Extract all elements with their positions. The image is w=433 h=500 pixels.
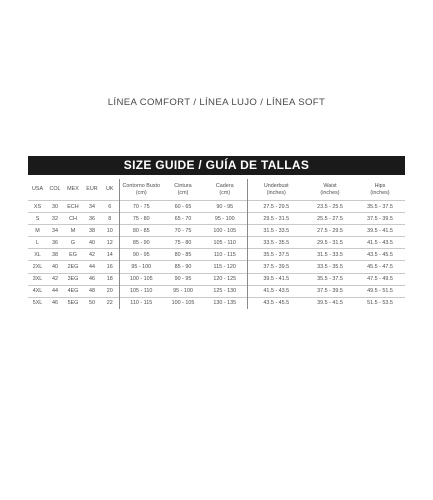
column-header-unit: (cm) bbox=[219, 189, 231, 196]
table-header-row bbox=[28, 179, 405, 201]
column-header-label: Underbust bbox=[263, 183, 289, 190]
table-row bbox=[28, 273, 405, 285]
table-cell: 48 bbox=[83, 285, 101, 297]
table-cell: 85 - 90 bbox=[163, 261, 203, 273]
table-cell: 105 - 110 bbox=[203, 237, 247, 249]
table-row bbox=[28, 249, 405, 261]
column-header-label: Hips bbox=[374, 183, 386, 190]
table-cell: 40 bbox=[47, 261, 63, 273]
table-cell: 39.5 - 41.5 bbox=[247, 273, 305, 285]
table-cell: 35.5 - 37.5 bbox=[305, 273, 355, 285]
column-header-unit: (cm) bbox=[135, 189, 147, 196]
table-cell: 12 bbox=[101, 237, 119, 249]
column-header-label: COL bbox=[49, 186, 61, 193]
table-cell: 51.5 - 53.5 bbox=[355, 297, 405, 309]
table-cell: 43.5 - 45.5 bbox=[355, 249, 405, 261]
table-cell: 42 bbox=[47, 273, 63, 285]
table-cell: 14 bbox=[101, 249, 119, 261]
table-cell: 23.5 - 25.5 bbox=[305, 201, 355, 213]
column-header bbox=[355, 179, 405, 201]
table-cell: 41.5 - 43.5 bbox=[355, 237, 405, 249]
column-header-label: Cintura bbox=[174, 183, 192, 190]
table-cell: 65 - 70 bbox=[163, 213, 203, 225]
table-cell: 37.5 - 39.5 bbox=[305, 285, 355, 297]
table-cell: 45.5 - 47.5 bbox=[355, 261, 405, 273]
table-cell: 4XL bbox=[28, 285, 47, 297]
table-cell: 37.5 - 39.5 bbox=[355, 213, 405, 225]
product-lines-subtitle: LÍNEA COMFORT / LÍNEA LUJO / LÍNEA SOFT bbox=[107, 97, 326, 108]
table-row bbox=[28, 261, 405, 273]
table-cell: 36 bbox=[83, 213, 101, 225]
table-cell: 41.5 - 43.5 bbox=[247, 285, 305, 297]
table-cell: 5XL bbox=[28, 297, 47, 309]
table-cell: 25.5 - 27.5 bbox=[305, 213, 355, 225]
column-header bbox=[47, 179, 63, 201]
table-cell: S bbox=[28, 213, 47, 225]
table-cell: 32 bbox=[47, 213, 63, 225]
table-cell: 16 bbox=[101, 261, 119, 273]
table-cell: 2EG bbox=[63, 261, 83, 273]
column-header-label: EUR bbox=[86, 186, 98, 193]
column-header-unit: (inches) bbox=[370, 189, 390, 196]
table-cell: 95 - 100 bbox=[203, 213, 247, 225]
table-cell: 27.5 - 29.5 bbox=[247, 201, 305, 213]
table-cell: 100 - 105 bbox=[203, 225, 247, 237]
table-cell: 44 bbox=[47, 285, 63, 297]
table-cell: 35.5 - 37.5 bbox=[247, 249, 305, 261]
table-cell: 34 bbox=[47, 225, 63, 237]
column-header bbox=[163, 179, 203, 201]
table-cell: 43.5 - 45.5 bbox=[247, 297, 305, 309]
table-cell: 115 - 120 bbox=[203, 261, 247, 273]
table-cell: 120 - 125 bbox=[203, 273, 247, 285]
table-cell: 90 - 95 bbox=[203, 201, 247, 213]
table-cell: 70 - 75 bbox=[163, 225, 203, 237]
table-cell: 44 bbox=[83, 261, 101, 273]
table-cell: 50 bbox=[83, 297, 101, 309]
table-cell: 80 - 85 bbox=[163, 249, 203, 261]
table-cell: 31.5 - 33.5 bbox=[247, 225, 305, 237]
column-header bbox=[247, 179, 305, 201]
table-cell: 35.5 - 37.5 bbox=[355, 201, 405, 213]
table-cell: 47.5 - 49.5 bbox=[355, 273, 405, 285]
size-table bbox=[28, 179, 405, 309]
column-header-label: USA bbox=[31, 186, 44, 193]
table-cell: 36 bbox=[47, 237, 63, 249]
table-cell: 46 bbox=[47, 297, 63, 309]
table-cell: 33.5 - 35.5 bbox=[247, 237, 305, 249]
table-cell: 37.5 - 39.5 bbox=[247, 261, 305, 273]
table-cell: 4EG bbox=[63, 285, 83, 297]
table-row bbox=[28, 285, 405, 297]
table-cell: 125 - 130 bbox=[203, 285, 247, 297]
table-cell: 42 bbox=[83, 249, 101, 261]
column-header-unit: (inches) bbox=[320, 189, 340, 196]
column-header-label: UK bbox=[106, 186, 114, 193]
table-cell: 3XL bbox=[28, 273, 47, 285]
table-cell: 95 - 100 bbox=[163, 285, 203, 297]
table-cell: 49.5 - 51.5 bbox=[355, 285, 405, 297]
table-cell: 20 bbox=[101, 285, 119, 297]
table-cell: 100 - 105 bbox=[163, 297, 203, 309]
table-row bbox=[28, 225, 405, 237]
table-cell: 38 bbox=[83, 225, 101, 237]
table-row bbox=[28, 237, 405, 249]
size-table-container bbox=[28, 179, 405, 312]
table-cell: 31.5 - 33.5 bbox=[305, 249, 355, 261]
table-cell: 95 - 100 bbox=[119, 261, 163, 273]
table-cell: 38 bbox=[47, 249, 63, 261]
table-cell: M bbox=[28, 225, 47, 237]
table-cell: 80 - 85 bbox=[119, 225, 163, 237]
table-cell: 22 bbox=[101, 297, 119, 309]
table-cell: 85 - 90 bbox=[119, 237, 163, 249]
table-cell: 75 - 80 bbox=[163, 237, 203, 249]
table-cell: 130 - 135 bbox=[203, 297, 247, 309]
table-cell: 30 bbox=[47, 201, 63, 213]
table-cell: 105 - 110 bbox=[119, 285, 163, 297]
table-cell: 10 bbox=[101, 225, 119, 237]
table-cell: 100 - 105 bbox=[119, 273, 163, 285]
table-cell: 6 bbox=[101, 201, 119, 213]
table-cell: 33.5 - 35.5 bbox=[305, 261, 355, 273]
table-row bbox=[28, 213, 405, 225]
table-cell: 70 - 75 bbox=[119, 201, 163, 213]
table-cell: CH bbox=[63, 213, 83, 225]
table-cell: 34 bbox=[83, 201, 101, 213]
table-cell: 40 bbox=[83, 237, 101, 249]
column-header bbox=[203, 179, 247, 201]
column-header bbox=[119, 179, 163, 201]
column-header bbox=[305, 179, 355, 201]
table-cell: 39.5 - 41.5 bbox=[305, 297, 355, 309]
table-cell: 110 - 115 bbox=[119, 297, 163, 309]
table-cell: L bbox=[28, 237, 47, 249]
table-cell: 2XL bbox=[28, 261, 47, 273]
size-guide-banner: SIZE GUIDE / GUÍA DE TALLAS bbox=[28, 156, 405, 175]
table-cell: 18 bbox=[101, 273, 119, 285]
table-cell: 90 - 95 bbox=[119, 249, 163, 261]
table-cell: 3EG bbox=[63, 273, 83, 285]
table-cell: 5EG bbox=[63, 297, 83, 309]
column-header-unit: (inches) bbox=[266, 189, 286, 196]
table-cell: 75 - 80 bbox=[119, 213, 163, 225]
column-header-label: Waist bbox=[323, 183, 337, 190]
table-row bbox=[28, 297, 405, 309]
table-cell: 29.5 - 31.5 bbox=[305, 237, 355, 249]
column-header bbox=[63, 179, 83, 201]
column-header-label: Contorno Busto bbox=[122, 183, 160, 190]
table-cell: G bbox=[63, 237, 83, 249]
column-header-unit: (cm) bbox=[177, 189, 189, 196]
table-cell: M bbox=[63, 225, 83, 237]
column-header bbox=[83, 179, 101, 201]
table-cell: XL bbox=[28, 249, 47, 261]
column-header bbox=[28, 179, 47, 201]
table-cell: 39.5 - 41.5 bbox=[355, 225, 405, 237]
table-cell: EG bbox=[63, 249, 83, 261]
table-cell: 27.5 - 29.5 bbox=[305, 225, 355, 237]
table-cell: 60 - 65 bbox=[163, 201, 203, 213]
column-header-label: Cadera bbox=[215, 183, 234, 190]
column-header bbox=[101, 179, 119, 201]
table-row bbox=[28, 201, 405, 213]
table-body bbox=[28, 201, 405, 309]
table-cell: 110 - 115 bbox=[203, 249, 247, 261]
table-cell: XS bbox=[28, 201, 47, 213]
table-cell: 46 bbox=[83, 273, 101, 285]
table-cell: 8 bbox=[101, 213, 119, 225]
column-header-label: MEX bbox=[67, 186, 79, 193]
table-cell: 90 - 95 bbox=[163, 273, 203, 285]
table-cell: ECH bbox=[63, 201, 83, 213]
table-cell: 29.5 - 31.5 bbox=[247, 213, 305, 225]
